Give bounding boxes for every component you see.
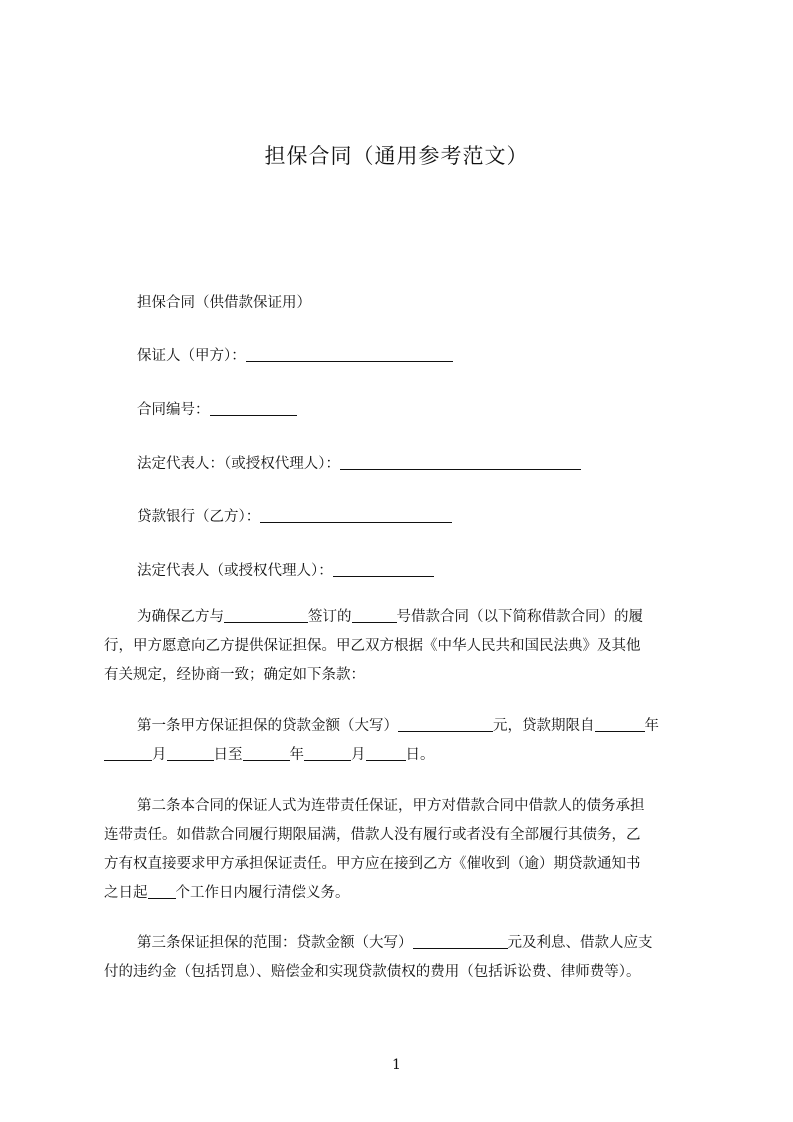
legal-rep-label-2: 法定代表人（或授权代理人）： xyxy=(137,563,333,579)
article-1-line-2: 月 日至 年 月 日。 xyxy=(104,741,700,770)
intro-line-1: 为确保乙方与 签订的 号借款合同（以下简称借款合同）的履 xyxy=(137,609,643,625)
contract-no-blank[interactable] xyxy=(210,401,297,416)
start-day-blank[interactable] xyxy=(167,746,214,761)
legal-rep-line-1 xyxy=(137,452,581,473)
loan-contract-no-blank[interactable] xyxy=(352,608,397,623)
article-2-line-1: 第二条本合同的保证人式为连带责任保证，甲方对借款合同中借款人的债务承担 xyxy=(137,798,645,814)
loan-amount-blank[interactable] xyxy=(398,717,493,732)
legal-rep-label-1: 法定代表人：（或授权代理人）： xyxy=(137,456,340,472)
contract-no-label: 合同编号： xyxy=(137,402,210,418)
article-2 xyxy=(104,792,700,908)
article-2-line-4: 之日起 个工作日内履行清偿义务。 xyxy=(104,885,350,901)
end-year-blank[interactable] xyxy=(243,746,290,761)
legal-rep-blank-2[interactable] xyxy=(333,562,434,577)
article-3-line-1: 第三条保证担保的范围：贷款金额（大写） 元及利息、借款人应支 xyxy=(137,935,653,951)
lender-line xyxy=(137,505,452,526)
intro-line-2: 行，甲方愿意向乙方提供保证担保。甲乙双方根据《中华人民共和国民法典》及其他 xyxy=(104,638,641,654)
intro-paragraph xyxy=(104,603,700,690)
working-days-blank[interactable] xyxy=(148,884,176,899)
end-day-blank[interactable] xyxy=(366,746,406,761)
guarantor-line xyxy=(137,344,453,365)
page-number: 1 xyxy=(392,1057,401,1073)
article-2-line-3: 方有权直接要求甲方承担保证责任。甲方应在接到乙方《催收到（逾）期贷款通知书 xyxy=(104,856,641,872)
contract-no-line xyxy=(137,398,297,419)
article-1-line-1: 第一条甲方保证担保的贷款金额（大写） 元，贷款期限自 年 xyxy=(137,718,659,734)
legal-rep-blank-1[interactable] xyxy=(340,455,581,470)
document-subtitle: 担保合同（供借款保证用） xyxy=(137,295,311,311)
article-3-line-2: 付的违约金（包括罚息）、赔偿金和实现贷款债权的费用（包括诉讼费、律师费等）。 xyxy=(104,964,641,980)
end-month-blank[interactable] xyxy=(304,746,351,761)
start-month-blank[interactable] xyxy=(104,746,152,761)
article-2-line-2: 连带责任。如借款合同履行期限届满，借款人没有履行或者没有全部履行其债务，乙 xyxy=(104,827,641,843)
document-title: 担保合同（通用参考范文） xyxy=(264,144,529,168)
legal-rep-line-2 xyxy=(137,559,434,580)
start-year-blank[interactable] xyxy=(595,717,645,732)
intro-line-3: 有关规定，经协商一致；确定如下条款： xyxy=(104,667,365,683)
guarantor-blank[interactable] xyxy=(246,347,453,362)
article-3 xyxy=(104,929,700,987)
article-1 xyxy=(104,712,700,770)
lender-blank[interactable] xyxy=(260,508,452,523)
guarantee-amount-blank[interactable] xyxy=(413,934,508,949)
lender-label: 贷款银行（乙方）： xyxy=(137,509,261,525)
party-b-counterparty-blank[interactable] xyxy=(224,608,308,623)
guarantor-label: 保证人（甲方）： xyxy=(137,348,246,364)
